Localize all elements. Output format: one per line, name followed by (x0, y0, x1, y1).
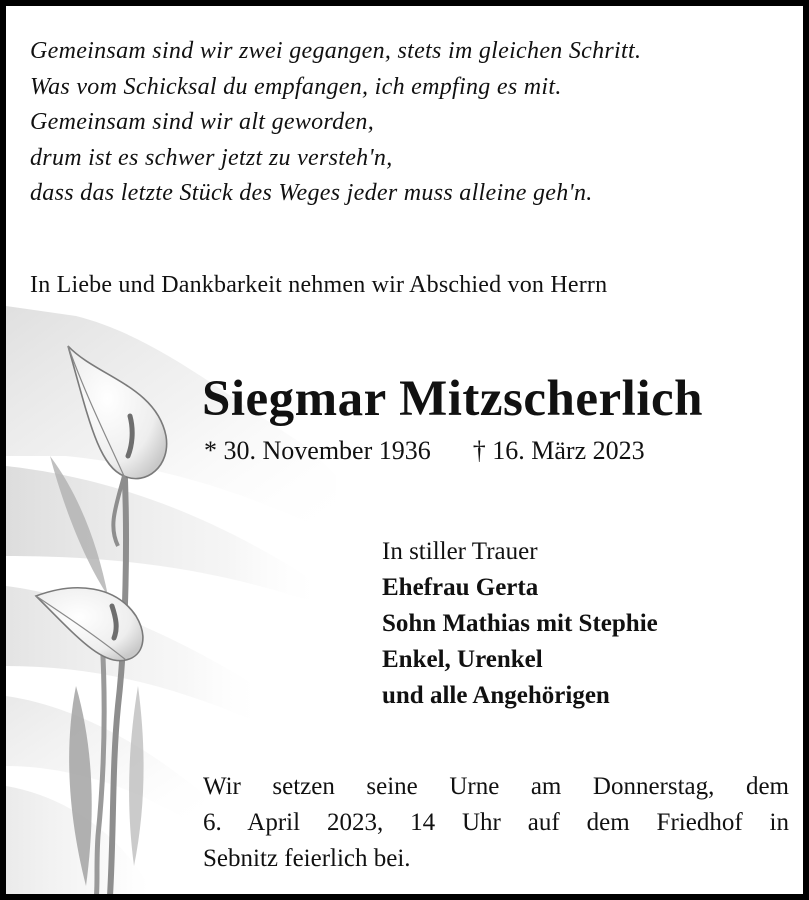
poem-line: Was vom Schicksal du empfangen, ich empfing es mit. (30, 73, 562, 100)
mourners-heading: In stiller Trauer (382, 538, 538, 565)
death-date: † 16. März 2023 (472, 436, 645, 465)
life-dates (204, 436, 645, 466)
poem-line: dass das letzte Stück des Weges jeder muss alleine geh'n. (30, 180, 593, 206)
ceremony-line: 6. April 2023, 14 Uhr auf dem Friedhof in (203, 809, 789, 836)
mourner-name: Sohn Mathias mit Stephie (382, 610, 658, 637)
urn-ceremony-notice (203, 769, 789, 877)
ceremony-line: Wir setzen seine Urne am Donnerstag, dem (203, 773, 789, 800)
farewell-intro: In Liebe und Dankbarkeit nehmen wir Abschied von Herrn (30, 272, 608, 298)
mourners-block (382, 534, 658, 714)
memorial-poem (30, 34, 641, 212)
deceased-name: Siegmar Mitzscherlich (202, 371, 704, 427)
mourner-name: und alle Angehörigen (382, 682, 610, 709)
poem-line: Gemeinsam sind wir alt geworden, (30, 109, 375, 135)
poem-line: Gemeinsam sind wir zwei gegangen, stets im gleichen Schritt. (30, 38, 642, 64)
poem-line: drum ist es schwer jetzt zu versteh'n, (30, 144, 393, 171)
mourner-name: Enkel, Urenkel (382, 646, 543, 673)
birth-date: * 30. November 1936 (204, 436, 431, 465)
ceremony-line: Sebnitz feierlich bei. (203, 845, 411, 872)
mourner-name: Ehefrau Gerta (382, 574, 539, 601)
